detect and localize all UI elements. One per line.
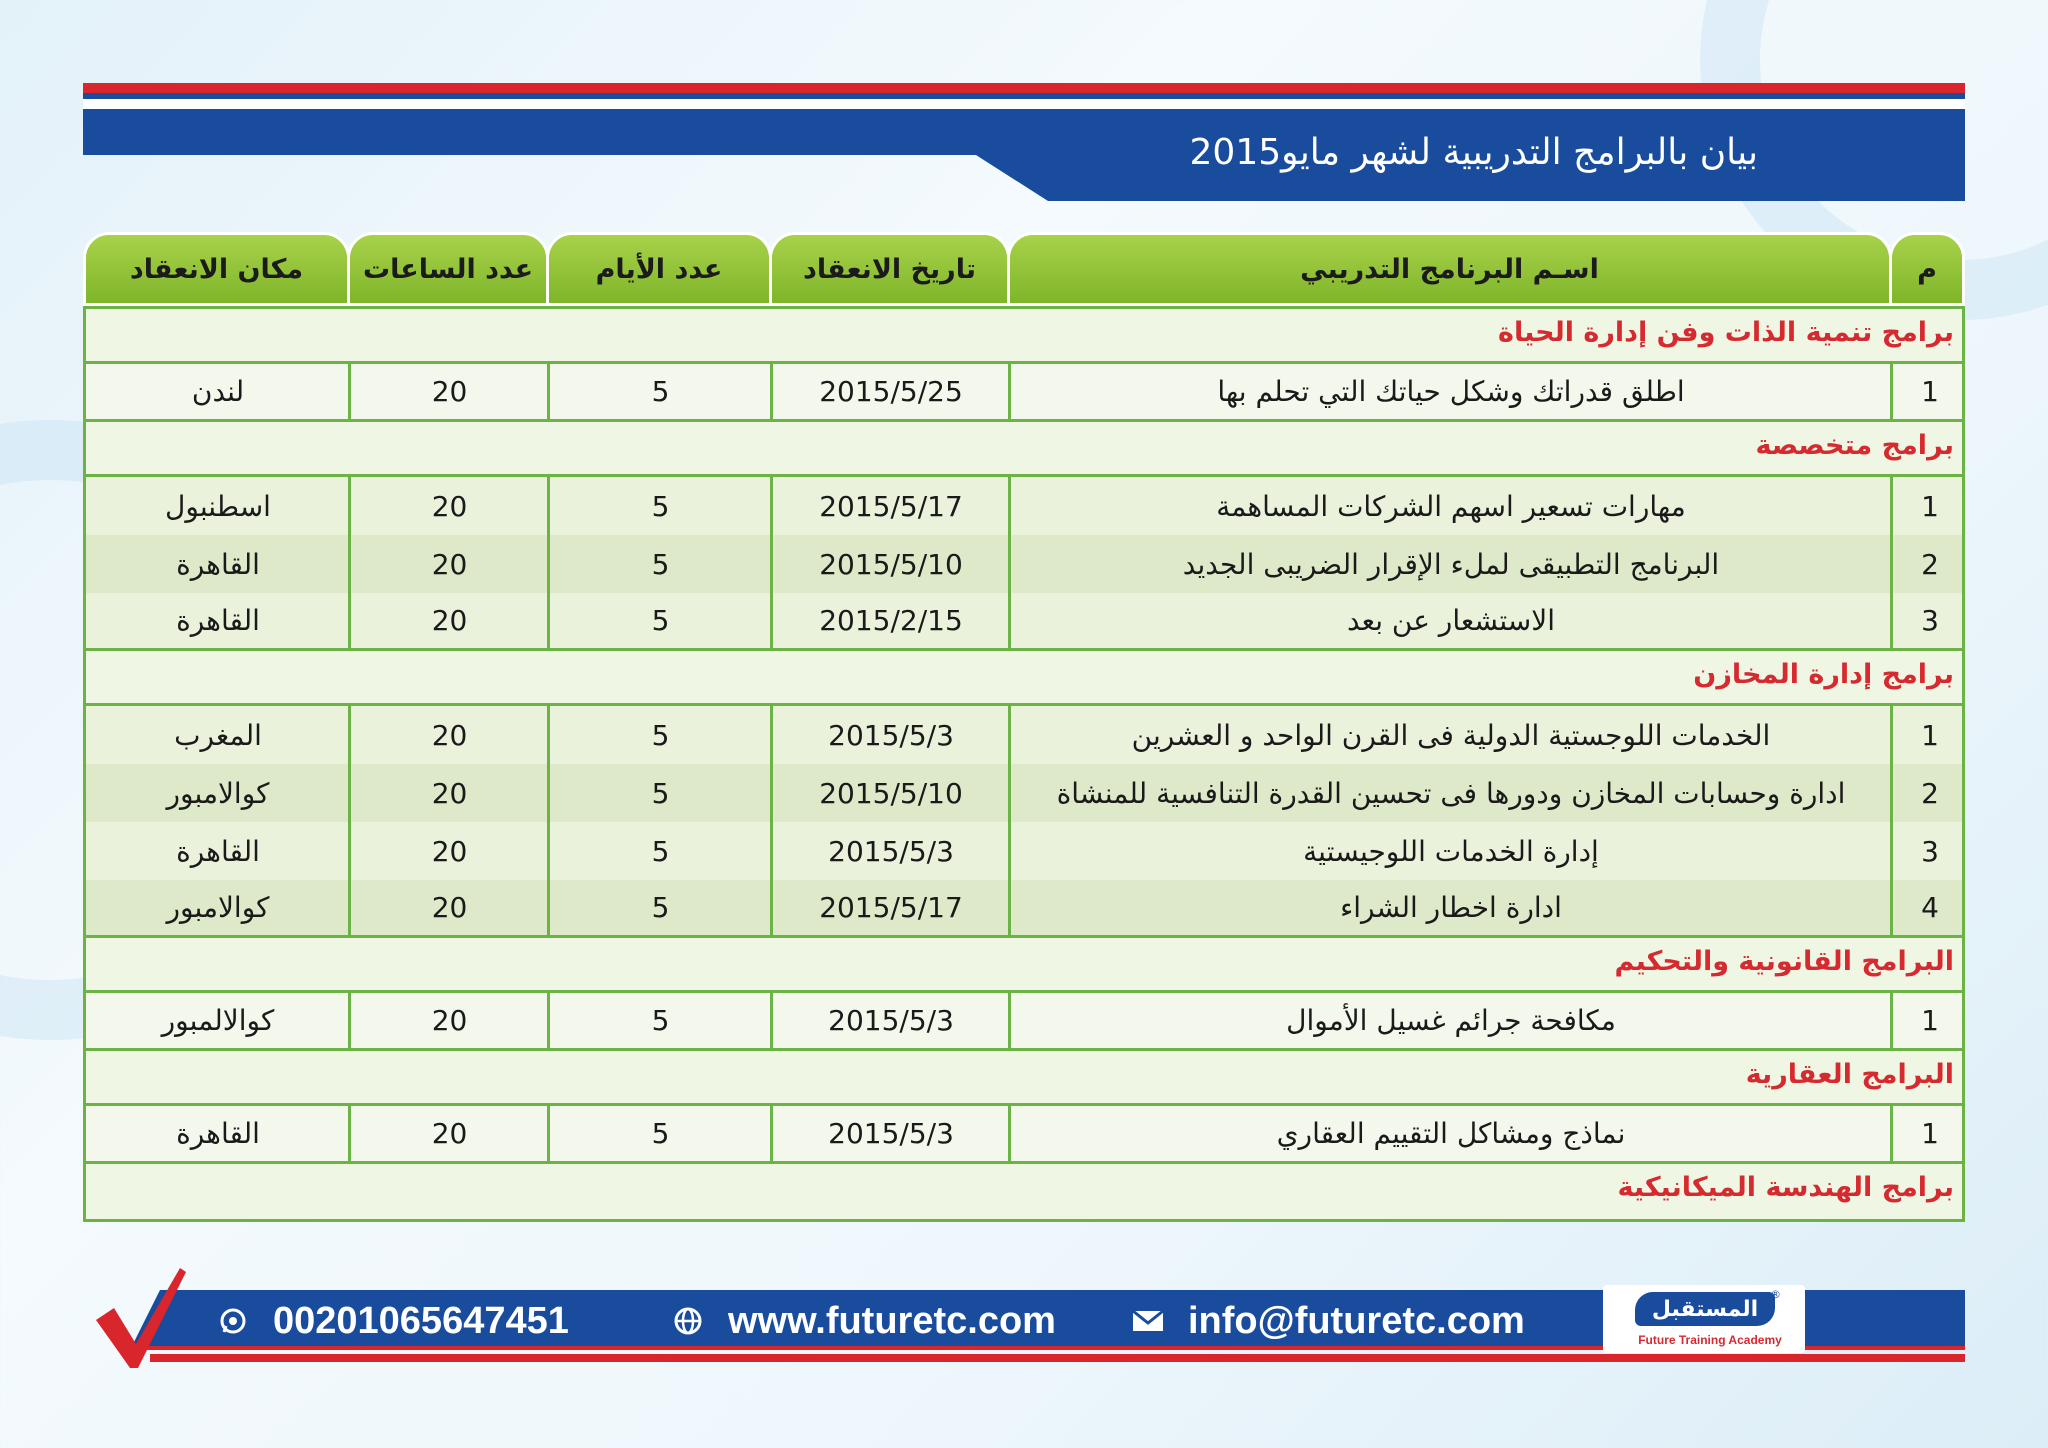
column-divider (1890, 364, 1893, 419)
checkmark-icon (92, 1262, 188, 1372)
column-divider (547, 535, 550, 593)
column-divider (1008, 535, 1011, 593)
row-date: 2015/2/15 (819, 604, 963, 637)
row-num: 1 (1921, 1004, 1939, 1037)
column-divider (770, 706, 773, 764)
registered-mark: ® (1770, 1288, 1781, 1301)
table-row (86, 993, 1962, 1051)
row-program-name: إدارة الخدمات اللوجيستية (1303, 834, 1599, 868)
section-row (86, 1164, 1962, 1219)
column-divider (1890, 1106, 1893, 1161)
row-program-name: البرنامج التطبيقى لملء الإقرار الضريبى الجديد (1182, 547, 1720, 581)
column-divider (1890, 880, 1893, 935)
section-label: برامج تنمية الذات وفن إدارة الحياة (1498, 317, 1954, 348)
column-divider (770, 822, 773, 880)
row-date: 2015/5/3 (828, 718, 954, 752)
logo-english: Future Training Academy (1638, 1333, 1782, 1347)
column-divider (348, 822, 351, 880)
row-days: 5 (651, 604, 670, 637)
section-label: البرامج العقارية (1745, 1059, 1954, 1090)
column-divider (1008, 822, 1011, 880)
row-hours: 20 (431, 891, 468, 924)
column-divider (770, 535, 773, 593)
row-date: 2015/5/17 (819, 891, 963, 924)
column-divider (770, 880, 773, 935)
column-divider (547, 477, 550, 535)
website-contact[interactable] (670, 1296, 1056, 1346)
column-divider (770, 764, 773, 822)
row-date: 2015/5/3 (828, 1117, 954, 1150)
row-venue: القاهرة (176, 1117, 260, 1150)
row-venue: اسطنبول (165, 489, 271, 523)
row-date: 2015/5/10 (819, 776, 963, 810)
row-num: 3 (1921, 604, 1939, 637)
table-row (86, 593, 1962, 651)
row-num: 1 (1921, 489, 1939, 523)
row-date: 2015/5/3 (828, 834, 954, 868)
column-divider (348, 706, 351, 764)
column-divider (1008, 477, 1011, 535)
header-venue: مكان الانعقاد (83, 232, 350, 306)
header-num: م (1889, 232, 1965, 306)
row-hours: 20 (431, 489, 468, 523)
column-divider (1890, 706, 1893, 764)
row-venue: كوالالمبور (161, 1004, 275, 1037)
column-divider (348, 764, 351, 822)
globe-icon (670, 1303, 706, 1339)
column-divider (1008, 993, 1011, 1048)
column-divider (348, 364, 351, 419)
footer-red-stripe (150, 1354, 1965, 1362)
row-venue: لندن (191, 375, 245, 408)
row-days: 5 (651, 834, 670, 868)
section-row (86, 309, 1962, 364)
row-venue: كوالامبور (166, 776, 270, 810)
row-program-name: ادارة اخطار الشراء (1340, 891, 1562, 924)
section-row (86, 422, 1962, 477)
phone-contact[interactable] (215, 1296, 569, 1346)
row-days: 5 (651, 1004, 670, 1037)
table-row (86, 477, 1962, 535)
row-days: 5 (651, 547, 670, 581)
row-venue: القاهرة (176, 834, 260, 868)
row-hours: 20 (431, 604, 468, 637)
website-text: www.futuretc.com (728, 1299, 1056, 1342)
table-row (86, 706, 1962, 764)
logo-arabic: المستقبل (1635, 1292, 1775, 1326)
column-divider (547, 593, 550, 648)
row-date: 2015/5/3 (828, 1004, 954, 1037)
row-program-name: اطلق قدراتك وشكل حياتك التي تحلم بها (1217, 375, 1685, 408)
column-divider (1008, 764, 1011, 822)
column-divider (547, 822, 550, 880)
row-days: 5 (651, 891, 670, 924)
column-divider (1890, 993, 1893, 1048)
column-divider (547, 1106, 550, 1161)
row-num: 2 (1921, 776, 1939, 810)
email-text: info@futuretc.com (1188, 1299, 1525, 1342)
column-divider (348, 593, 351, 648)
row-program-name: نماذج ومشاكل التقييم العقاري (1276, 1117, 1626, 1150)
column-divider (770, 364, 773, 419)
row-hours: 20 (431, 375, 468, 408)
row-program-name: الاستشعار عن بعد (1346, 604, 1556, 637)
table-row (86, 764, 1962, 822)
row-hours: 20 (431, 718, 468, 752)
header-hours: عدد الساعات (347, 232, 549, 306)
column-divider (1890, 822, 1893, 880)
row-program-name: مهارات تسعير اسهم الشركات المساهمة (1216, 489, 1686, 523)
column-divider (1890, 477, 1893, 535)
column-divider (348, 1106, 351, 1161)
row-num: 2 (1921, 547, 1939, 581)
header-date: تاريخ الانعقاد (769, 232, 1010, 306)
envelope-icon (1130, 1303, 1166, 1339)
column-divider (1890, 764, 1893, 822)
column-divider (547, 764, 550, 822)
row-venue: القاهرة (176, 604, 260, 637)
row-program-name: ادارة وحسابات المخازن ودورها فى تحسين القدرة التنافسية للمنشاة (1056, 776, 1846, 810)
row-date: 2015/5/10 (819, 547, 963, 581)
table-row (86, 880, 1962, 938)
column-divider (348, 477, 351, 535)
row-program-name: الخدمات اللوجستية الدولية فى القرن الواحد و العشرين (1131, 718, 1771, 752)
column-divider (348, 993, 351, 1048)
row-days: 5 (651, 375, 670, 408)
column-divider (1008, 364, 1011, 419)
row-hours: 20 (431, 834, 468, 868)
section-label: البرامج القانونية والتحكيم (1614, 946, 1954, 977)
row-num: 1 (1921, 1117, 1939, 1150)
column-divider (1008, 1106, 1011, 1161)
row-days: 5 (651, 1117, 670, 1150)
column-divider (1008, 593, 1011, 648)
column-divider (547, 993, 550, 1048)
row-program-name: مكافحة جرائم غسيل الأموال (1286, 1004, 1616, 1037)
column-divider (547, 364, 550, 419)
programs-table (83, 232, 1965, 1203)
row-hours: 20 (431, 547, 468, 581)
column-divider (770, 1106, 773, 1161)
column-divider (348, 880, 351, 935)
section-label: برامج الهندسة الميكانيكية (1617, 1172, 1954, 1203)
table-row (86, 535, 1962, 593)
column-divider (770, 477, 773, 535)
row-date: 2015/5/17 (819, 489, 963, 523)
row-num: 1 (1921, 718, 1939, 752)
header-name: اسـم البرنامج التدريبي (1007, 232, 1892, 306)
page-title: بيان بالبرامج التدريبية لشهر مايو2015 (1189, 132, 1758, 173)
email-contact[interactable] (1130, 1296, 1525, 1346)
row-num: 1 (1921, 375, 1939, 408)
column-divider (770, 593, 773, 648)
section-label: برامج متخصصة (1755, 430, 1954, 461)
row-venue: المغرب (174, 718, 262, 752)
row-days: 5 (651, 718, 670, 752)
column-divider (348, 535, 351, 593)
column-divider (1008, 880, 1011, 935)
row-num: 4 (1921, 891, 1939, 924)
column-divider (547, 880, 550, 935)
header-days: عدد الأيام (546, 232, 772, 306)
top-white-stripe (83, 99, 1965, 109)
section-row (86, 1051, 1962, 1106)
column-divider (547, 706, 550, 764)
column-divider (1890, 535, 1893, 593)
table-body (83, 306, 1965, 1222)
column-divider (1890, 593, 1893, 648)
table-row (86, 364, 1962, 422)
section-row (86, 651, 1962, 706)
phone-text: 00201065647451 (273, 1299, 569, 1342)
table-header (83, 232, 1965, 306)
whatsapp-icon (215, 1303, 251, 1339)
row-num: 3 (1921, 834, 1939, 868)
row-hours: 20 (431, 1004, 468, 1037)
row-hours: 20 (431, 776, 468, 810)
table-row (86, 1106, 1962, 1164)
row-venue: القاهرة (176, 547, 260, 581)
row-hours: 20 (431, 1117, 468, 1150)
column-divider (1008, 706, 1011, 764)
row-days: 5 (651, 489, 670, 523)
section-row (86, 938, 1962, 993)
top-red-stripe (83, 83, 1965, 93)
table-row (86, 822, 1962, 880)
row-venue: كوالامبور (166, 891, 270, 924)
row-date: 2015/5/25 (819, 375, 963, 408)
section-label: برامج إدارة المخازن (1693, 659, 1954, 690)
row-days: 5 (651, 776, 670, 810)
column-divider (770, 993, 773, 1048)
